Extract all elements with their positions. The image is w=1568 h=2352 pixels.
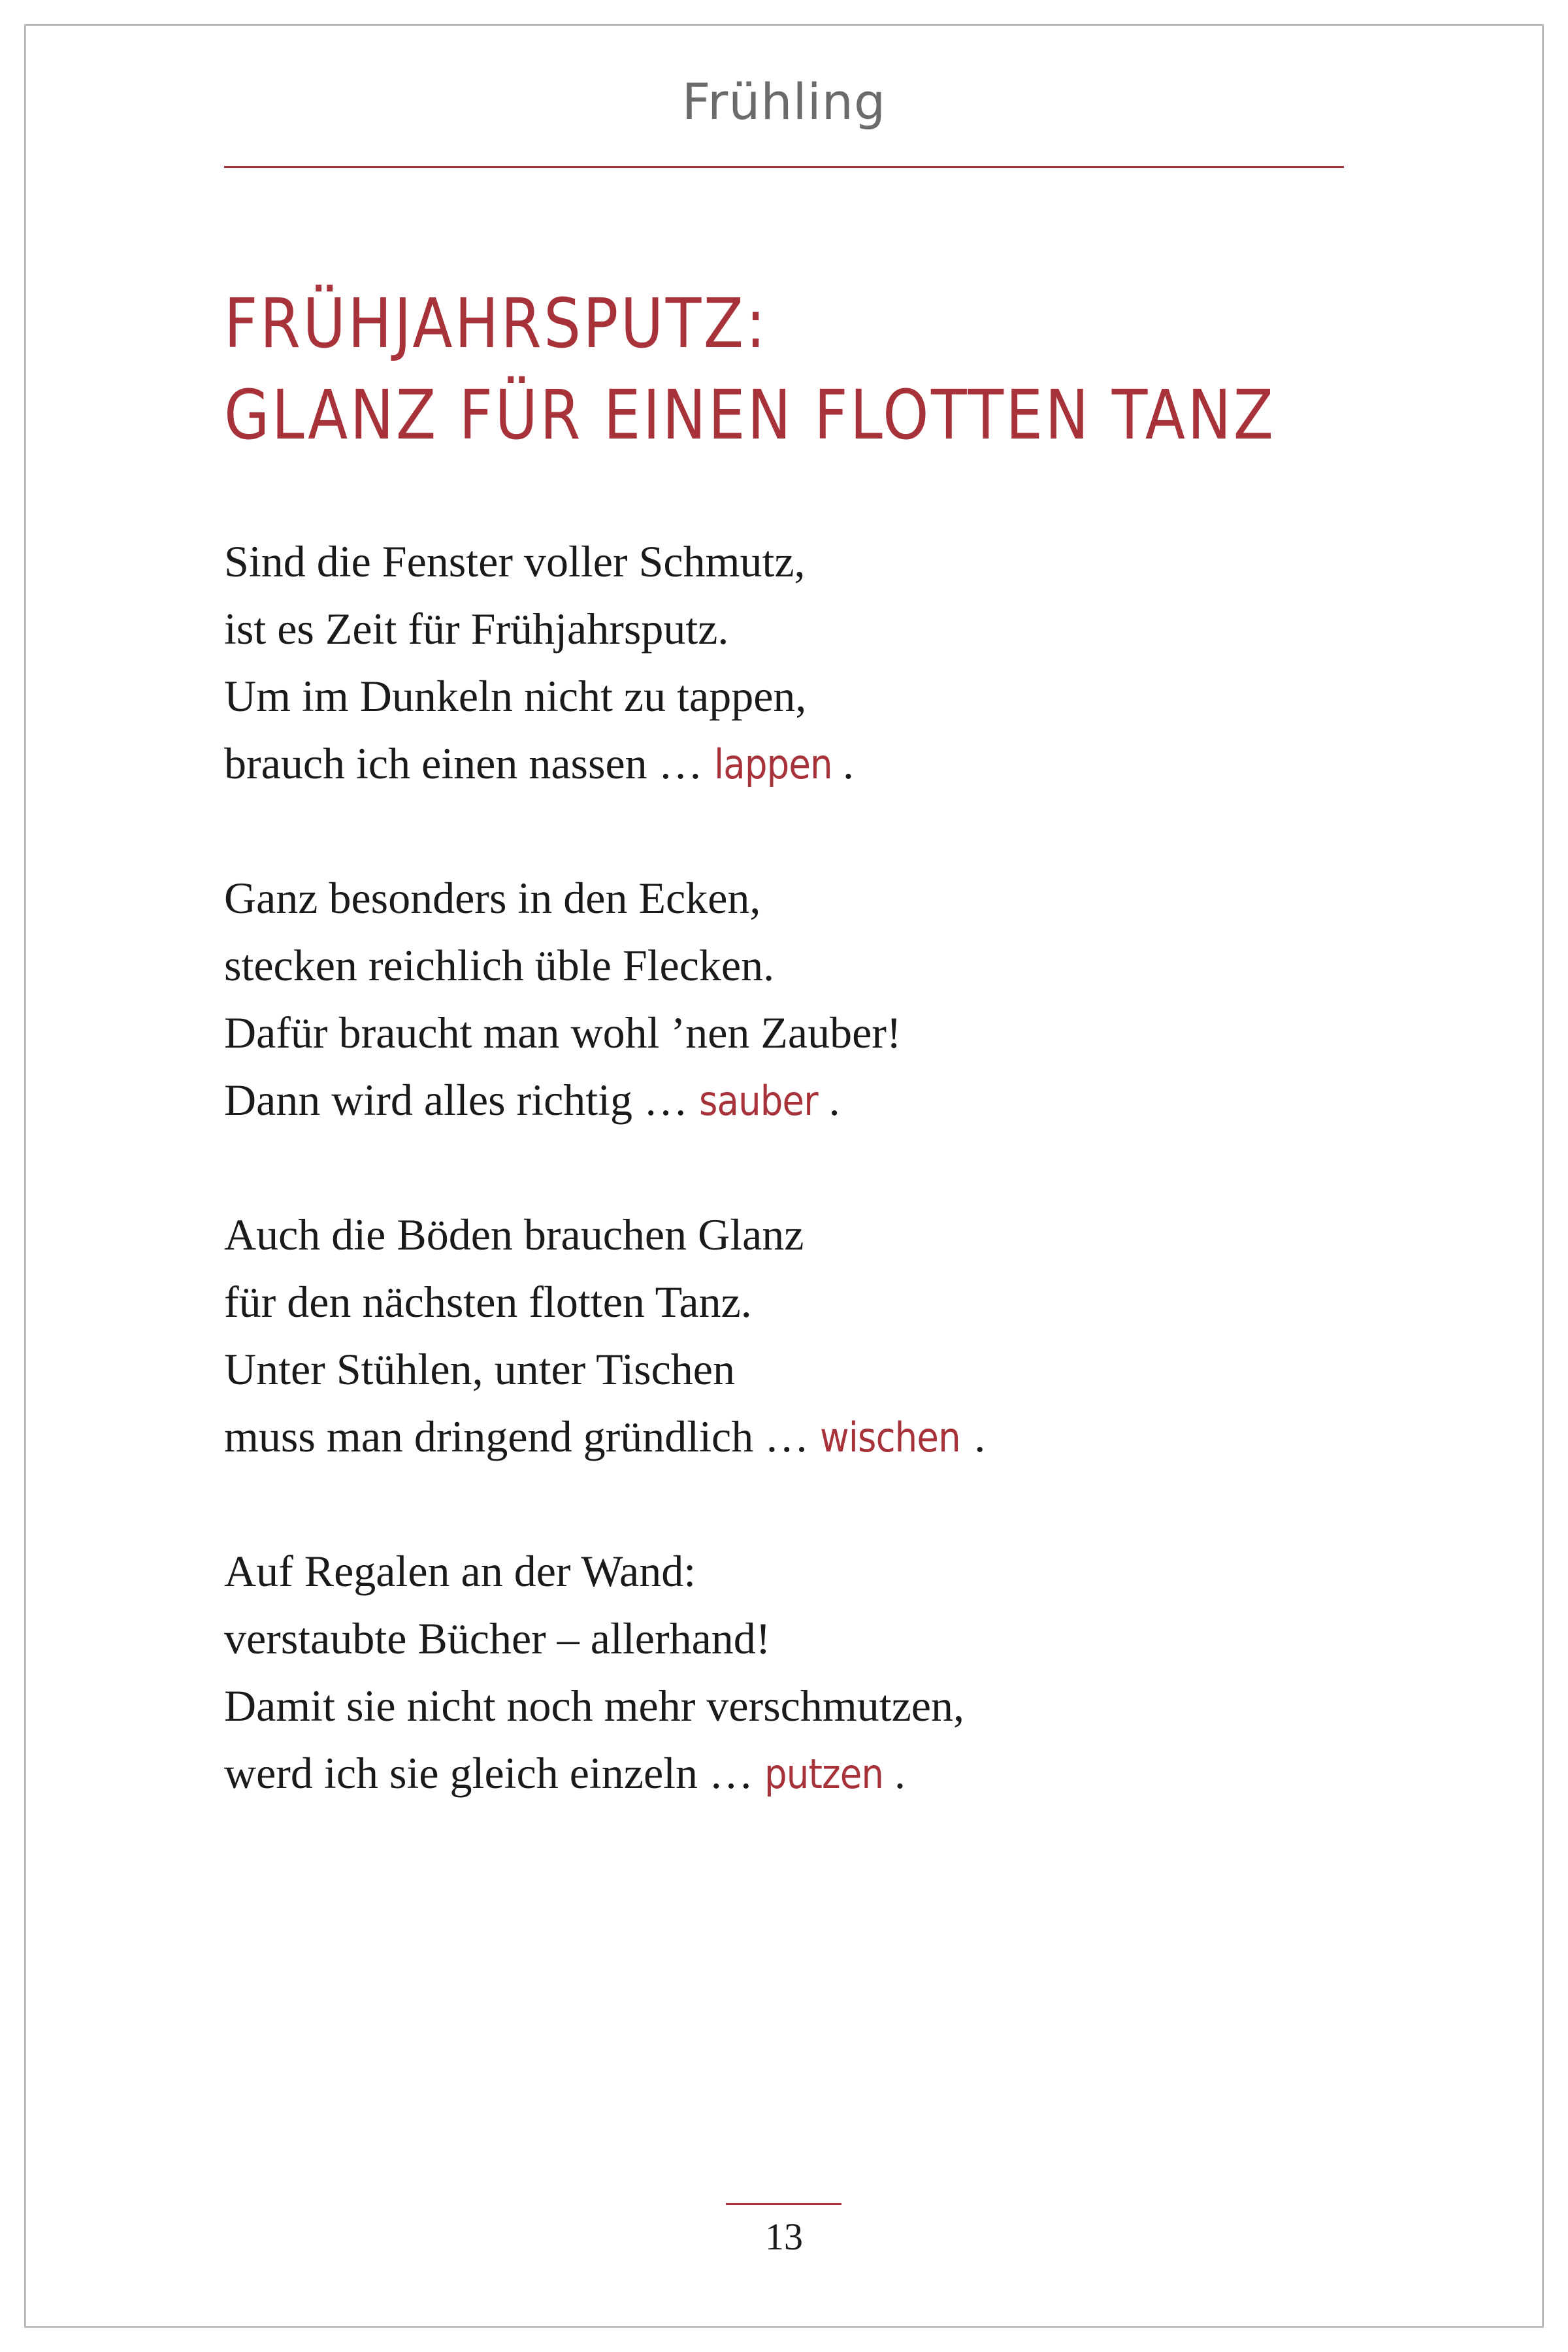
rhyme-answer: lappen — [713, 740, 832, 788]
verse-line: Um im Dunkeln nicht zu tappen, — [224, 671, 807, 721]
poem-body — [224, 528, 1367, 1874]
verse-line: für den nächsten flotten Tanz. — [224, 1277, 752, 1327]
verse-line: stecken reichlich üble Flecken. — [224, 940, 775, 990]
verse-line: Auf Regalen an der Wand: — [224, 1546, 696, 1596]
verse-line-end: . — [843, 738, 855, 788]
stanza-3 — [224, 1201, 1367, 1470]
stanza-2 — [224, 865, 1367, 1134]
verse-line: Unter Stühlen, unter Tischen — [224, 1344, 735, 1394]
verse-line: Dafür braucht man wohl ’nen Zauber! — [224, 1008, 902, 1057]
verse-line-with-answer — [224, 1067, 1367, 1134]
verse-line: Auch die Böden brauchen Glanz — [224, 1210, 804, 1259]
verse-line-end: . — [894, 1748, 906, 1798]
running-head: Frühling — [681, 73, 887, 131]
verse-line: verstaubte Bücher – allerhand! — [224, 1614, 771, 1663]
verse-line-text: brauch ich einen nassen … — [224, 738, 714, 788]
verse-line-with-answer — [224, 1740, 1367, 1807]
verse-line: Sind die Fenster voller Schmutz, — [224, 537, 806, 586]
rhyme-answer: putzen — [764, 1750, 884, 1798]
verse-line-with-answer — [224, 730, 1367, 797]
page-number: 13 — [765, 2215, 803, 2258]
rhyme-answer: wischen — [820, 1414, 961, 1461]
verse-line-end: . — [828, 1075, 840, 1125]
poem-title-line-1: FRÜHJAHRSPUTZ: — [224, 284, 768, 363]
header-divider — [224, 166, 1344, 168]
verse-line-end: . — [974, 1412, 986, 1461]
rhyme-answer: sauber — [699, 1077, 818, 1125]
verse-line-text: Dann wird alles richtig … — [224, 1075, 700, 1125]
verse-line: Ganz besonders in den Ecken, — [224, 873, 761, 923]
poem-title-line-2: GLANZ FÜR EINEN FLOTTEN TANZ — [224, 375, 1276, 455]
verse-line: ist es Zeit für Frühjahrsputz. — [224, 604, 729, 654]
stanza-1 — [224, 528, 1367, 797]
stanza-4 — [224, 1538, 1367, 1807]
verse-line-with-answer — [224, 1403, 1367, 1470]
verse-line: Damit sie nicht noch mehr verschmutzen, — [224, 1681, 964, 1731]
verse-line-text: muss man dringend gründlich … — [224, 1412, 821, 1461]
footer-divider — [726, 2203, 841, 2205]
verse-line-text: werd ich sie gleich einzeln … — [224, 1748, 765, 1798]
poem-title — [224, 278, 1276, 461]
